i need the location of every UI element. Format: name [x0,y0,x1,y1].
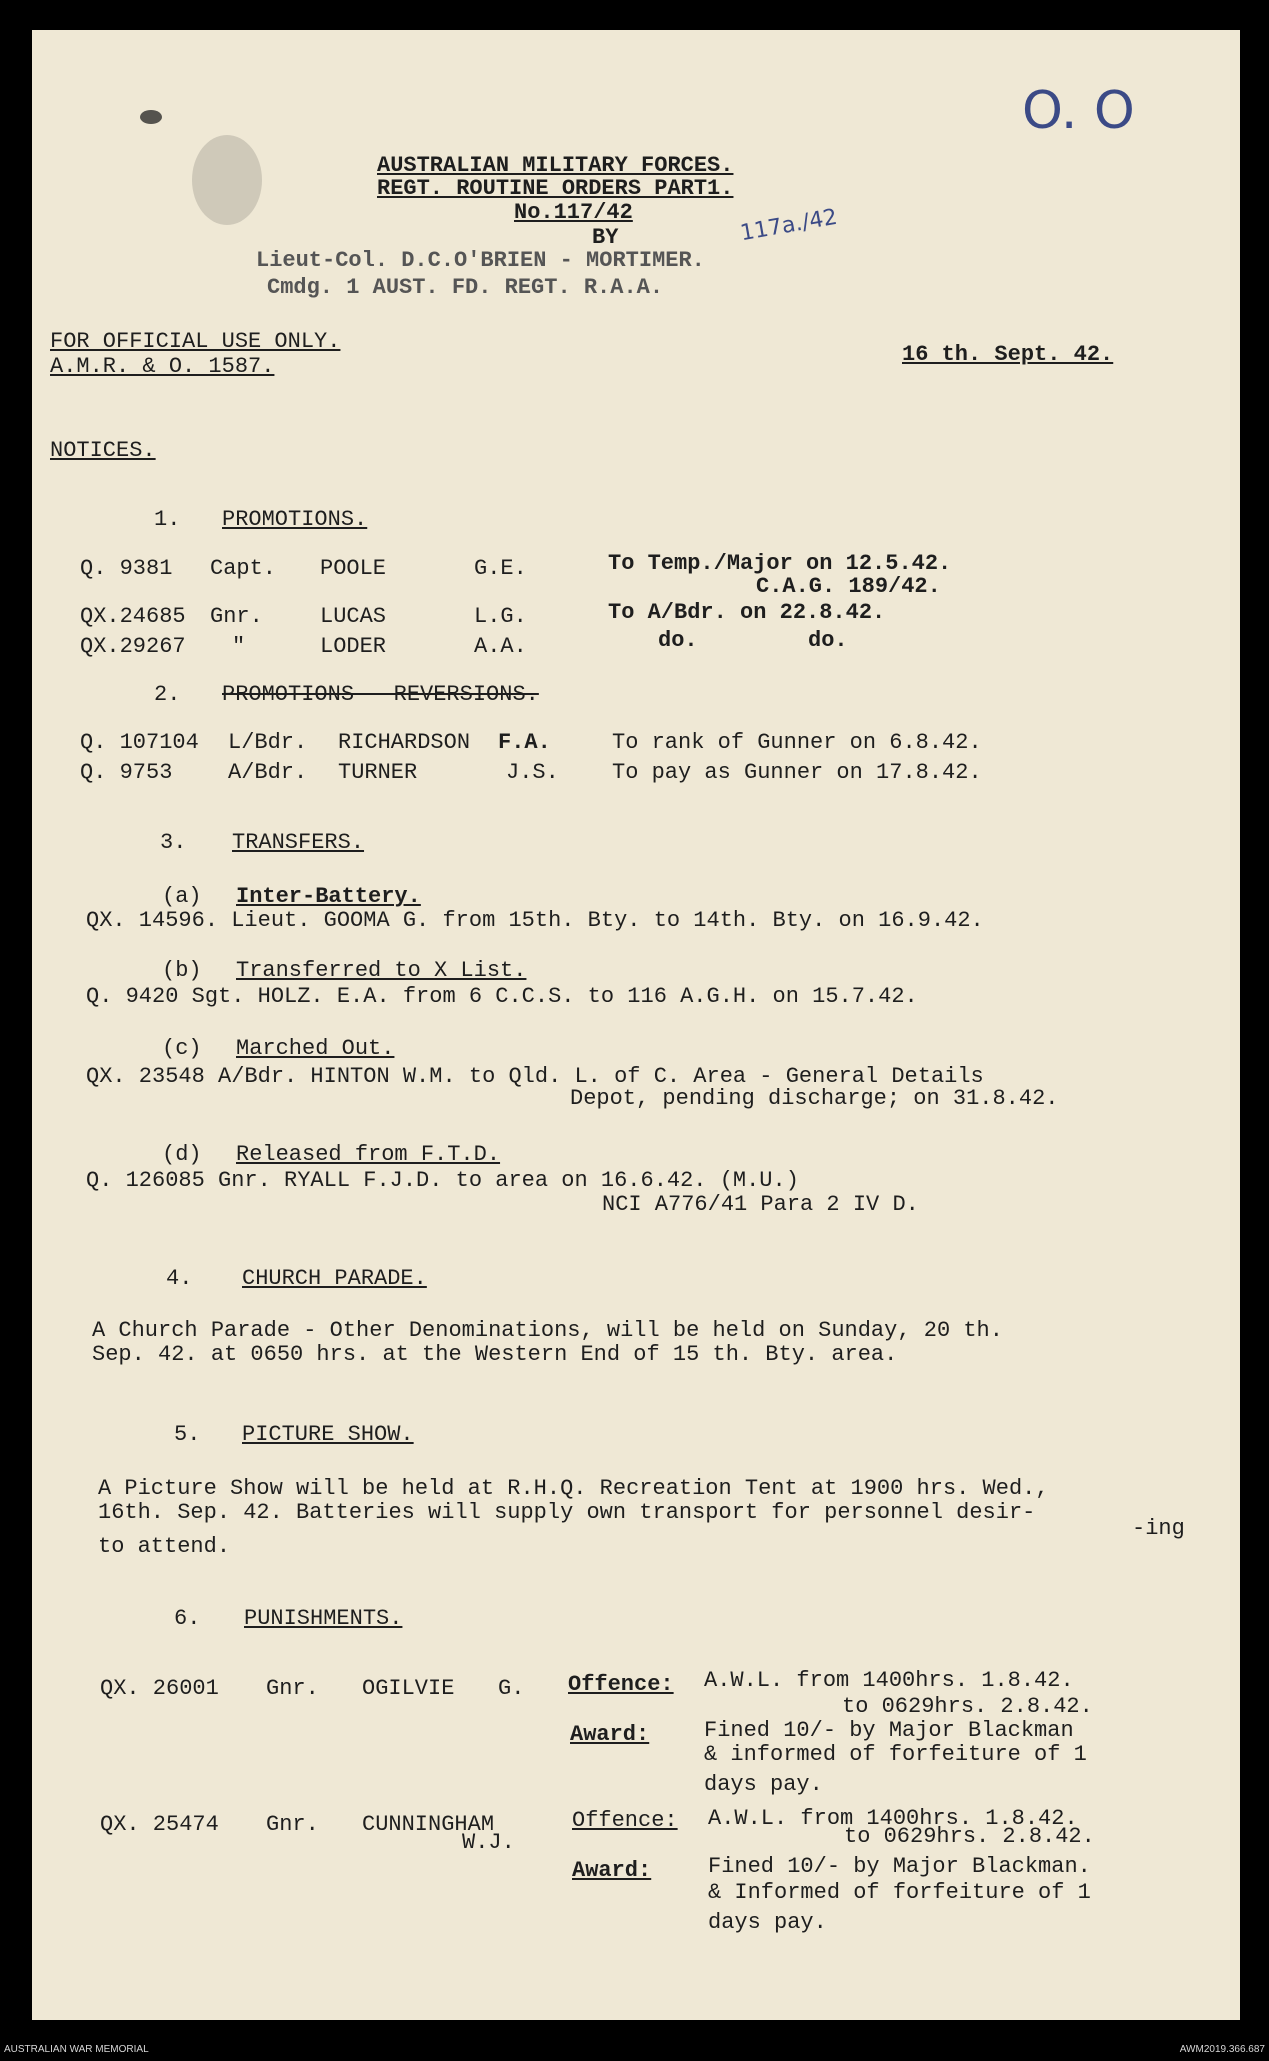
s6-number: 6. [174,1606,201,1631]
s3-c-label: (c) [162,1036,202,1061]
s1-row-3-detail: do. [658,628,698,653]
s2-row-1-detail: To rank of Gunner on 6.8.42. [612,730,982,755]
header-unit: Cmdg. 1 AUST. FD. REGT. R.A.A. [267,275,664,300]
s1-row-2-detail: To A/Bdr. on 22.8.42. [608,600,886,625]
header-number: No.117/42 [514,200,633,225]
header-title: REGT. ROUTINE ORDERS PART1. [377,176,734,201]
s4-line-2: Sep. 42. at 0650 hrs. at the Western End of 15 th. Bty. area. [92,1342,898,1367]
s6-case-1-award-label: Award: [570,1722,650,1747]
s1-title: PROMOTIONS. [222,507,368,532]
s3-d-label: (d) [162,1142,202,1167]
handwritten-ref: 117a./42 [738,204,840,247]
s1-row-1-detail: To Temp./Major on 12.5.42. [608,551,952,576]
s2-row-2-detail: To pay as Gunner on 17.8.42. [612,760,982,785]
s1-row-2-init: L.G. [474,604,527,629]
s5-title: PICTURE SHOW. [242,1422,414,1447]
s2-row-2-name: TURNER [338,760,418,785]
s3-b-title: Transferred to X List. [236,958,527,983]
s6-title: PUNISHMENTS. [244,1606,403,1631]
s6-case-2-award-label: Award: [572,1858,652,1883]
s6-case-2-init: W.J. [462,1830,515,1855]
s1-row-3-name: LODER [320,634,387,659]
amr-reference: A.M.R. & O. 1587. [50,354,275,379]
s6-case-2-award-3: days pay. [708,1910,827,1935]
s4-title: CHURCH PARADE. [242,1266,427,1291]
document-page [32,30,1240,2020]
footer-right: AWM2019.366.687 [1179,2044,1265,2055]
s1-row-1-init: G.E. [474,556,527,581]
s2-row-1-init: F.A. [498,730,551,755]
s5-number: 5. [174,1422,201,1447]
s3-c-title: Marched Out. [236,1036,395,1061]
s3-number: 3. [160,830,187,855]
s5-line-4: to attend. [98,1534,231,1559]
s2-row-1-name: RICHARDSON [338,730,471,755]
s3-b-label: (b) [162,958,202,983]
s6-case-2-rank: Gnr. [266,1812,319,1837]
s4-number: 4. [166,1266,193,1291]
s3-c-line2: Depot, pending discharge; on 31.8.42. [570,1086,1059,1111]
s3-d-title: Released from F.T.D. [236,1142,501,1167]
handwritten-mark: O. O [1022,81,1135,141]
s5-line-2: 16th. Sep. 42. Batteries will supply own transport for personnel desir- [98,1500,1036,1525]
s1-row-3-detail-b: do. [808,628,848,653]
s1-number: 1. [154,507,181,532]
s1-row-1-rank: Capt. [210,556,277,581]
footer-left: AUSTRALIAN WAR MEMORIAL [4,2044,149,2055]
s2-row-2-rank: A/Bdr. [228,760,308,785]
s1-row-2-name: LUCAS [320,604,387,629]
s6-case-2-offence-label: Offence: [572,1808,678,1833]
official-use: FOR OFFICIAL USE ONLY. [50,329,341,354]
s5-line-3: -ing [1132,1516,1185,1541]
s3-a-title: Inter-Battery. [236,884,421,909]
notices-heading: NOTICES. [50,438,156,463]
s3-a-label: (a) [162,884,202,909]
s6-case-2-no: QX. 25474 [100,1812,219,1837]
s3-d-line: Q. 126085 Gnr. RYALL F.J.D. to area on 16.6.42. (M.U.) [86,1168,799,1193]
s1-row-3-no: QX.29267 [80,634,186,659]
s1-row-1-no: Q. 9381 [80,556,173,581]
s6-case-2-award-2: & Informed of forfeiture of 1 [708,1880,1091,1905]
ink-smudge [192,135,262,225]
s1-row-3-init: A.A. [474,634,527,659]
header-by: BY [592,225,619,250]
s2-row-2-init: J.S. [506,760,559,785]
s6-case-1-name: OGILVIE [362,1676,455,1701]
order-date: 16 th. Sept. 42. [902,342,1114,367]
s1-row-1-name: POOLE [320,556,387,581]
s3-d-line2: NCI A776/41 Para 2 IV D. [602,1192,919,1217]
s1-row-1-detail2: C.A.G. 189/42. [756,574,941,599]
s6-case-1-offence: A.W.L. from 1400hrs. 1.8.42. [704,1668,1074,1693]
header-org: AUSTRALIAN MILITARY FORCES. [377,153,734,178]
s4-line-1: A Church Parade - Other Denominations, will be held on Sunday, 20 th. [92,1318,1003,1343]
s2-title: PROMOTIONS - REVERSIONS. [222,682,539,707]
s6-case-1-init: G. [498,1676,525,1701]
s1-row-2-no: QX.24685 [80,604,186,629]
s1-row-2-rank: Gnr. [210,604,263,629]
s2-number: 2. [154,682,181,707]
s6-case-2-offence: A.W.L. from 1400hrs. 1.8.42. [708,1806,1078,1831]
s3-c-line: QX. 23548 A/Bdr. HINTON W.M. to Qld. L. of C. Area - General Details [86,1064,984,1089]
s3-a-line: QX. 14596. Lieut. GOOMA G. from 15th. Bty. to 14th. Bty. on 16.9.42. [86,908,984,933]
s6-case-1-offence-label: Offence: [568,1672,674,1697]
s2-row-1-no: Q. 107104 [80,730,199,755]
s5-line-1: A Picture Show will be held at R.H.Q. Recreation Tent at 1900 hrs. Wed., [98,1476,1049,1501]
s6-case-1-award-3: days pay. [704,1772,823,1797]
s6-case-2-name: CUNNINGHAM [362,1812,495,1837]
s6-case-2-award-1: Fined 10/- by Major Blackman. [708,1854,1091,1879]
s6-case-1-award-2: & informed of forfeiture of 1 [704,1742,1087,1767]
s6-case-1-offence2: to 0629hrs. 2.8.42. [842,1694,1093,1719]
s6-case-1-award-1: Fined 10/- by Major Blackman [704,1718,1074,1743]
s6-case-1-rank: Gnr. [266,1676,319,1701]
s3-title: TRANSFERS. [232,830,365,855]
s1-row-3-rank: " [232,634,246,659]
s6-case-2-offence2: to 0629hrs. 2.8.42. [844,1824,1095,1849]
s2-row-2-no: Q. 9753 [80,760,173,785]
s3-b-line: Q. 9420 Sgt. HOLZ. E.A. from 6 C.C.S. to 116 A.G.H. on 15.7.42. [86,984,918,1009]
header-officer: Lieut-Col. D.C.O'BRIEN - MORTIMER. [256,248,705,273]
s2-row-1-rank: L/Bdr. [228,730,308,755]
ink-smudge [140,110,162,124]
s6-case-1-no: QX. 26001 [100,1676,219,1701]
